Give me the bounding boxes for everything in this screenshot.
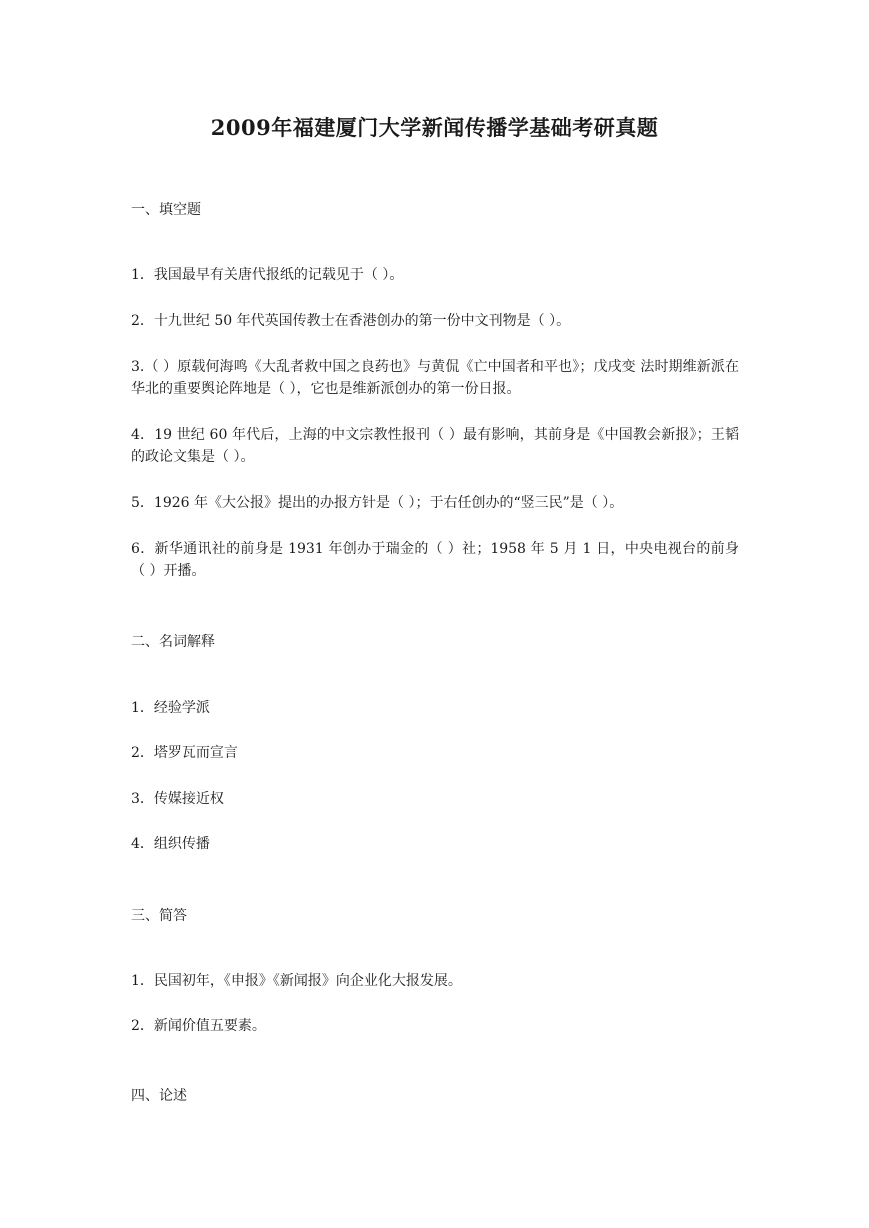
question-text: 经验学派: [153, 700, 210, 716]
question-text: 1926 年《大公报》提出的办报方针是（ ）；于右任创办的“竖三民”是（ ）。: [153, 495, 624, 511]
question-text: 民国初年，《申报》《新闻报》向企业化大报发展。: [153, 973, 462, 989]
question-item: [131, 356, 739, 400]
section-heading-essay: 四、论述: [131, 1088, 187, 1104]
question-number: 3.: [131, 359, 145, 375]
question-item: [131, 788, 739, 810]
question-number: 3．: [131, 791, 154, 807]
question-text: 我国最早有关唐代报纸的记载见于（ ）。: [153, 267, 404, 283]
question-text: 19 世纪 60 年代后，上海的中文宗教性报刊（ ）最有影响，其前身是《中国教会新报》；王韬的政论文集是（ ）。: [131, 427, 739, 465]
section-heading-terms: 二、名词解释: [131, 634, 215, 650]
question-item: [131, 742, 739, 764]
question-item: [131, 492, 739, 514]
question-number: 1．: [131, 267, 154, 283]
question-item: [131, 833, 739, 855]
question-text: （ ）原载何海鸣《大乱者救中国之良药也》与黄侃《亡中国者和平也》；戊戌变 法时期维新派在华北的重要舆论阵地是（ ），它也是维新派创办的第一份日报。: [131, 359, 739, 397]
question-number: 2．: [131, 745, 154, 761]
question-number: 2．: [131, 313, 154, 329]
question-item: [131, 697, 739, 719]
question-number: 6．: [131, 541, 155, 557]
question-text: 新闻价值五要素。: [153, 1018, 266, 1034]
question-text: 传媒接近权: [153, 791, 224, 807]
question-item: [131, 310, 739, 332]
question-number: 5．: [131, 495, 154, 511]
page-title: 2009年福建厦门大学新闻传播学基础考研真题: [210, 115, 659, 140]
question-item: [131, 538, 739, 582]
question-item: [131, 424, 739, 468]
question-item: [131, 1015, 739, 1037]
section-heading-fill-in: 一、填空题: [131, 202, 201, 218]
section-heading-short-answer: 三、简答: [131, 908, 187, 924]
question-item: [131, 264, 739, 286]
question-text: 组织传播: [153, 836, 210, 852]
question-number: 1．: [131, 973, 154, 989]
question-number: 2．: [131, 1018, 154, 1034]
question-text: 十九世纪 50 年代英国传教士在香港创办的第一份中文刊物是（ ）。: [153, 313, 571, 329]
question-item: [131, 970, 739, 992]
question-number: 4．: [131, 836, 154, 852]
question-text: 新华通讯社的前身是 1931 年创办于瑞金的（ ）社；1958 年 5 月 1 日，中央电视台的前身（ ）开播。: [131, 541, 739, 579]
question-number: 4．: [131, 427, 155, 443]
question-text: 塔罗瓦而宣言: [153, 745, 238, 761]
question-number: 1．: [131, 700, 154, 716]
